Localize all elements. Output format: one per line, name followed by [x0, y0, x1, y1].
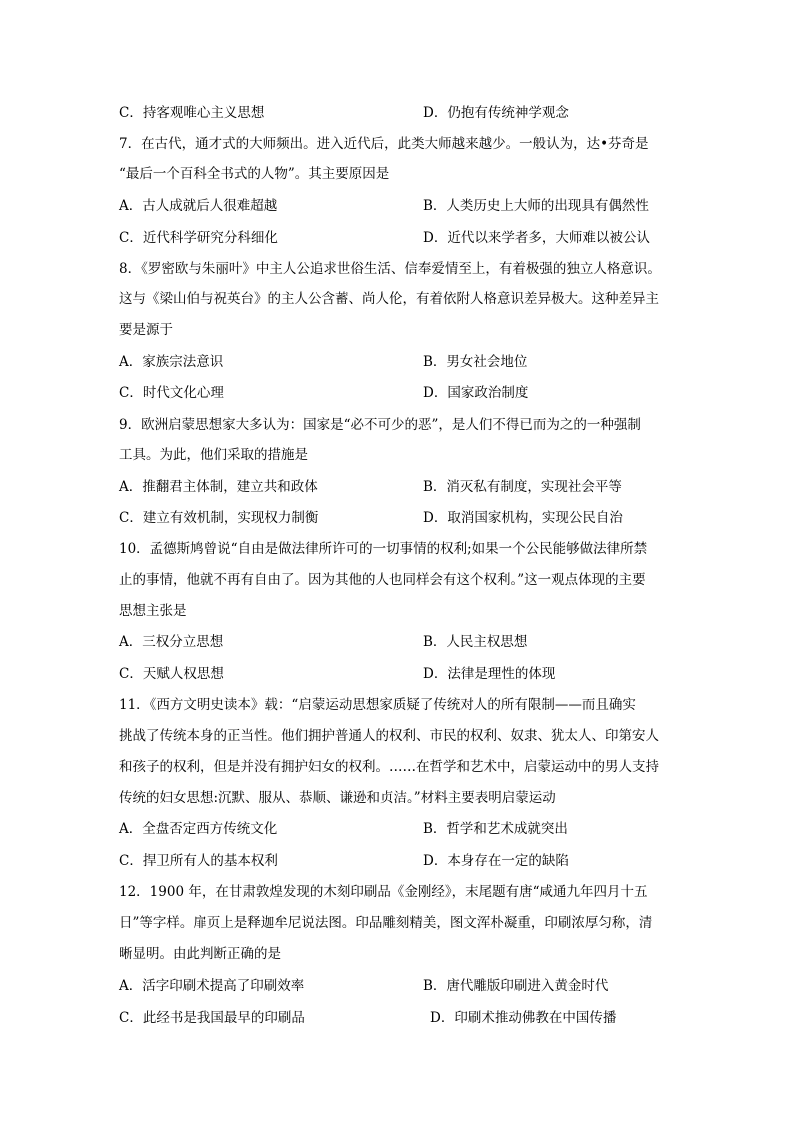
q8-option-a: A．家族宗法意识 — [119, 354, 224, 370]
q11-stem-line-1: 11．《西方文明史读本》载：“启蒙运动思想家质疑了传统对人的所有限制——而且确实 — [119, 697, 636, 713]
q10-option-b: B．人民主权思想 — [423, 634, 528, 650]
q9-stem-line-2: 工具。为此，他们采取的措施是 — [119, 447, 308, 463]
q12-stem-line-3: 晰显明。由此判断正确的是 — [119, 946, 281, 962]
q9-option-c: C．建立有效机制，实现权力制衡 — [119, 510, 319, 526]
q7-stem-line-2: “最后一个百科全书式的人物”。其主要原因是 — [119, 166, 390, 182]
q7-option-c: C．近代科学研究分科细化 — [119, 230, 278, 246]
q8-stem-line-3: 要是源于 — [119, 322, 173, 338]
q11-stem-line-4: 传统的妇女思想:沉默、服从、恭顺、谦逊和贞洁。”材料主要表明启蒙运动 — [119, 790, 556, 806]
q10-stem-line-3: 思想主张是 — [119, 603, 187, 619]
q11-stem-line-2: 挑战了传统本身的正当性。他们拥护普通人的权利、市民的权利、奴隶、犹太人、印第安人 — [119, 728, 659, 744]
q11-option-d: D．本身存在一定的缺陷 — [423, 853, 569, 869]
q8-stem-line-1: 8．《罗密欧与朱丽叶》中主人公追求世俗生活、信奉爱情至上，有着极强的独立人格意识。 — [119, 261, 661, 277]
q9-stem-line-1: 9．欧洲启蒙思想家大多认为：国家是“必不可少的恶”，是人们不得已而为之的一种强制 — [119, 417, 641, 433]
q10-option-a: A．三权分立思想 — [119, 634, 224, 650]
q7-option-a: A．古人成就后人很难超越 — [119, 198, 278, 214]
q11-option-a: A．全盘否定西方传统文化 — [119, 821, 278, 837]
q9-option-b: B．消灭私有制度，实现社会平等 — [423, 479, 622, 495]
q12-stem-line-1: 12．1900 年，在甘肃敦煌发现的木刻印刷品《金刚经》，末尾题有唐“咸通九年四月十五 — [119, 884, 648, 900]
q9-option-d: D．取消国家机构，实现公民自治 — [423, 510, 623, 526]
q8-stem-line-2: 这与《梁山伯与祝英台》的主人公含蓄、尚人伦，有着依附人格意识差异极大。这种差异主 — [119, 291, 659, 307]
q10-stem-line-1: 10．孟德斯鸠曾说“自由是做法律所许可的一切事情的权利;如果一个公民能够做法律所禁 — [119, 541, 648, 557]
q11-option-b: B．哲学和艺术成就突出 — [423, 821, 568, 837]
q7-stem-line-1: 7．在古代，通才式的大师频出。进入近代后，此类大师越来越少。一般认为，达•芬奇是 — [119, 136, 649, 152]
q12-stem-line-2: 日”等字样。扉页上是释迦牟尼说法图。印品雕刻精美，图文浑朴凝重，印刷浓厚匀称，清 — [119, 915, 653, 931]
q10-stem-line-2: 止的事情，他就不再有自由了。因为其他的人也同样会有这个权利。”这一观点体现的主要 — [119, 572, 646, 588]
q12-option-c: C．此经书是我国最早的印刷品 — [119, 1010, 305, 1026]
q12-option-d: D．印刷术推动佛教在中国传播 — [430, 1010, 617, 1026]
q8-option-c: C．时代文化心理 — [119, 385, 224, 401]
q8-option-b: B．男女社会地位 — [423, 354, 528, 370]
q10-option-d: D．法律是理性的体现 — [423, 666, 556, 682]
q11-option-c: C．捍卫所有人的基本权利 — [119, 853, 278, 869]
q12-option-a: A．活字印刷术提高了印刷效率 — [119, 978, 305, 994]
q9-option-a: A．推翻君主体制，建立共和政体 — [119, 479, 318, 495]
q6-option-d: D．仍抱有传统神学观念 — [423, 105, 569, 121]
q10-option-c: C．天赋人权思想 — [119, 666, 224, 682]
q6-option-c: C．持客观唯心主义思想 — [119, 105, 265, 121]
q11-stem-line-3: 和孩子的权利，但是并没有拥护妇女的权利。……在哲学和艺术中，启蒙运动中的男人支持 — [119, 759, 659, 775]
q7-option-d: D．近代以来学者多，大师难以被公认 — [423, 230, 650, 246]
q8-option-d: D．国家政治制度 — [423, 385, 529, 401]
q12-option-b: B．唐代雕版印刷进入黄金时代 — [423, 978, 609, 994]
q7-option-b: B．人类历史上大师的出现具有偶然性 — [423, 198, 649, 214]
